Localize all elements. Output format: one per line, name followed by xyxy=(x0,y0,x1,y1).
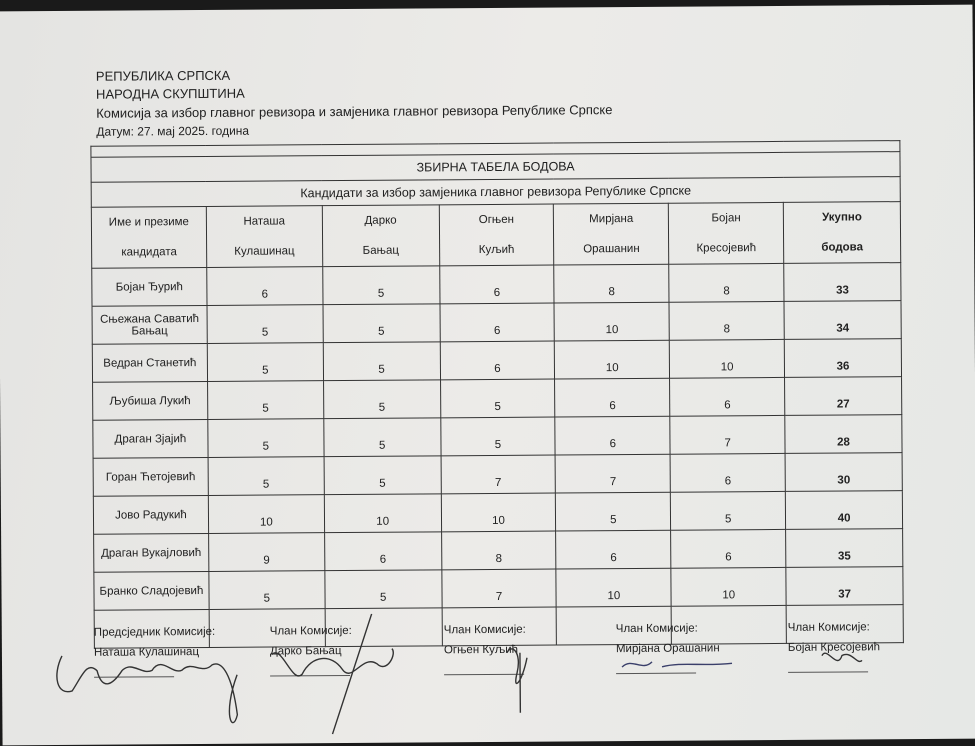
score-cell: 5 xyxy=(323,304,440,343)
candidate-name: Јово Радукић xyxy=(93,495,208,534)
signature-role: Члан Комисије: xyxy=(443,623,526,637)
column-header xyxy=(206,206,322,268)
signature-name: Дарко Бањац xyxy=(269,645,342,658)
table-subtitle: Кандидати за избор замјеника главног ревизора Републике Српске xyxy=(91,177,900,208)
column-header-line: Мирјана xyxy=(589,212,634,226)
score-cell: 5 xyxy=(208,457,324,496)
total-cell: 30 xyxy=(785,453,902,492)
score-cell: 6 xyxy=(671,529,786,568)
table-row xyxy=(94,567,903,611)
signature-name: Наташа Кулашинац xyxy=(93,646,200,659)
score-cell: 5 xyxy=(323,380,440,419)
signature-role: Члан Комисије: xyxy=(269,624,352,638)
score-cell: 7 xyxy=(555,454,670,493)
column-header-line: кандидата xyxy=(121,246,177,259)
table-row xyxy=(94,529,903,573)
score-cell: 5 xyxy=(440,417,555,456)
score-cell: 6 xyxy=(555,378,670,417)
column-header-line: Кресојевић xyxy=(696,242,757,255)
score-cell: 5 xyxy=(556,492,671,531)
score-cell: 7 xyxy=(441,569,556,608)
table-title: ЗБИРНА ТАБЕЛА БОДОВА xyxy=(91,152,900,183)
header-assembly: НАРОДНА СКУПШТИНА xyxy=(95,85,245,102)
document-page xyxy=(0,5,975,746)
score-cell: 5 xyxy=(322,266,439,305)
total-cell: 36 xyxy=(784,339,901,378)
candidate-name: Љубиша Лукић xyxy=(93,381,208,420)
score-cell: 6 xyxy=(440,303,555,342)
column-header-line: бодова xyxy=(821,241,864,254)
score-cell: 8 xyxy=(669,263,784,302)
score-cell: 6 xyxy=(324,532,441,571)
score-cell: 10 xyxy=(555,340,670,379)
score-cell: 5 xyxy=(207,305,323,344)
signature-name: Огњен Куљић xyxy=(443,643,519,657)
column-header xyxy=(322,205,439,267)
column-header-line: Орашанин xyxy=(583,242,640,256)
score-cell: 5 xyxy=(440,379,555,418)
candidate-name: Горан Ћетојевић xyxy=(93,457,208,496)
signature-role: Члан Комисије: xyxy=(615,622,698,636)
score-cell: 6 xyxy=(207,267,323,306)
score-cell: 10 xyxy=(556,568,671,607)
total-cell: 33 xyxy=(784,263,901,302)
signature-role: Члан Комисије: xyxy=(787,621,870,634)
column-header-line: Дарко xyxy=(364,214,397,227)
header-commission: Комисија за избор главног ревизора и замјеника главног ревизора Републике Српске xyxy=(96,102,613,121)
table-row xyxy=(93,415,902,459)
column-header-line: Бањац xyxy=(362,244,399,257)
signature-name: Бојан Кресојевић xyxy=(787,641,881,654)
column-header xyxy=(439,204,554,266)
score-cell: 5 xyxy=(207,343,323,382)
score-cell: 7 xyxy=(670,415,785,454)
column-header-line: Име и презиме xyxy=(108,216,189,229)
score-cell: 5 xyxy=(323,342,440,381)
score-table xyxy=(90,140,903,649)
total-cell: 28 xyxy=(785,415,902,454)
score-cell: 8 xyxy=(441,531,556,570)
candidate-name: Бојан Ђурић xyxy=(92,267,207,306)
column-header-line: Кулашинац xyxy=(234,245,295,258)
column-header-line: Куљић xyxy=(478,243,515,257)
score-cell: 5 xyxy=(324,418,441,457)
score-cell: 7 xyxy=(441,455,556,494)
score-cell: 10 xyxy=(671,567,786,606)
score-cell: 10 xyxy=(669,339,784,378)
column-header xyxy=(91,206,206,268)
total-cell: 40 xyxy=(785,491,902,530)
total-cell: 27 xyxy=(785,377,902,416)
score-cell: 9 xyxy=(208,533,324,572)
score-cell: 5 xyxy=(209,571,325,610)
candidate-name: Ведран Станетић xyxy=(92,343,207,382)
score-cell: 6 xyxy=(556,530,671,569)
header-date: Датум: 27. мај 2025. година xyxy=(96,123,250,139)
score-cell: 6 xyxy=(670,377,785,416)
column-header xyxy=(554,203,669,265)
table-row xyxy=(93,377,902,421)
score-cell: 5 xyxy=(207,381,323,420)
candidate-name: Сњежана Саватић Бањац xyxy=(92,305,207,344)
score-cell: 10 xyxy=(324,494,441,533)
total-cell: 34 xyxy=(784,301,901,340)
score-cell: 5 xyxy=(208,419,324,458)
score-cell: 6 xyxy=(440,341,555,380)
table-row xyxy=(92,263,901,307)
column-header-line: Бојан xyxy=(711,212,741,225)
column-header-line: Укупно xyxy=(822,211,862,224)
column-header-line: Наташа xyxy=(243,215,286,228)
score-cell: 5 xyxy=(324,456,441,495)
total-cell: 35 xyxy=(786,529,903,568)
score-cell: 10 xyxy=(208,495,324,534)
signature-role: Предсједник Комисије: xyxy=(93,625,216,639)
signature-name: Мирјана Орашанин xyxy=(615,642,720,656)
score-cell: 6 xyxy=(670,453,785,492)
score-cell: 8 xyxy=(669,301,784,340)
score-cell: 5 xyxy=(325,570,442,609)
column-header xyxy=(783,202,900,264)
candidate-name: Драган Вукајловић xyxy=(94,533,209,572)
header-republic: РЕПУБЛИКА СРПСКА xyxy=(95,67,231,84)
column-header-line: Огњен xyxy=(478,213,515,227)
score-cell: 10 xyxy=(554,302,669,341)
candidate-name: Драган Зјајић xyxy=(93,419,208,458)
table-row xyxy=(93,453,902,497)
table-row xyxy=(92,339,901,383)
score-cell: 6 xyxy=(439,265,554,304)
table-row xyxy=(92,301,901,345)
handwritten-signatures xyxy=(42,610,943,746)
score-cell: 10 xyxy=(441,493,556,532)
column-header xyxy=(669,202,784,264)
total-cell: 37 xyxy=(786,567,903,606)
score-cell: 8 xyxy=(554,264,669,303)
score-cell: 6 xyxy=(555,416,670,455)
candidate-name: Бранко Сладојевић xyxy=(94,571,209,610)
score-cell: 5 xyxy=(671,491,786,530)
table-row xyxy=(93,491,902,535)
